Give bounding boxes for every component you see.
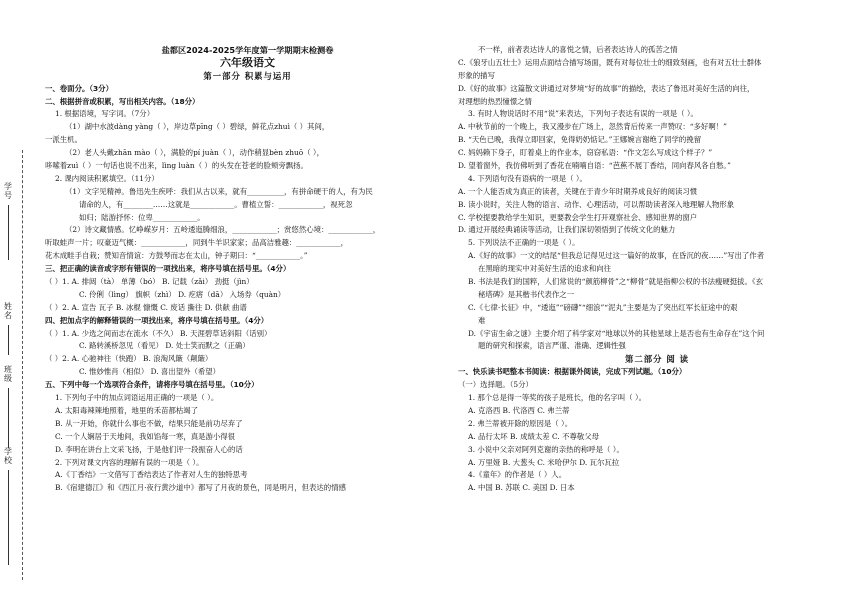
left-text-line: 四、把加点字的解释错误的一项找出来，将序号填在括号里。（4分）: [45, 315, 269, 325]
left-text-line: 一、卷面分。（3分）: [45, 83, 113, 93]
right-text-line: 难: [478, 315, 486, 325]
left-text-line: A.《丁香结》一文借写丁香结表达了作者对人生的独特思考: [55, 470, 248, 480]
right-text-line: C. 妈妈赖下身子，盯着桌上的作业本，窃窃私语：“作文怎么写成这个样子？”: [458, 148, 713, 158]
right-text-line: D. 通过开展经典诵读等活动，让我们深切领悟到了传统文化的魅力: [458, 225, 676, 235]
right-text-line: 3. 有时人物说话时不用“说”来表达，下列句子表达有误的一项是（ ）。: [468, 109, 698, 119]
left-text-line: 如归；陆游抒怀：位卑____________。: [79, 212, 205, 222]
school-blank: [8, 470, 9, 565]
right-text-line: 一、快乐读书吧整本书阅读：根据课外阅读，完成下列试题。（10分）: [458, 367, 687, 377]
right-text-line: D.《宇宙生命之谜》主要介绍了科学家对“地球以外的其他星球上是否也有生命存在”这个问: [468, 328, 765, 338]
left-text-line: C. 路转溪桥忽见（看见） D. 处士笑而默之（正确）: [79, 341, 250, 351]
left-text-line: （ ）2. A. 宣告 瓦子 B. 冰棍 慷慨 C. 废话 撕往 D. 供献 曲谱: [45, 302, 247, 312]
left-text-line: （1）湖中水波dàng yàng（ ），岸边草pīng（ ）碧绿，鲜花点zhuì（ ）其间，: [65, 122, 330, 132]
name-label: 姓名: [4, 302, 12, 320]
binding-margin: [0, 0, 40, 608]
right-text-line: A. 克洛西 B. 代洛西 C. 弗兰蒂: [468, 405, 570, 415]
right-text-line: 题的研究和探索，语言严谨、准确、逻辑性强: [478, 341, 626, 351]
right-text-line: A. 中国 B. 苏联 C. 美国 D. 日本: [468, 483, 575, 493]
right-text-line: A. 中秋节前的一个晚上，我又漫步在广场上，忽然背后传来一声赞叹：“多好啊！”: [458, 122, 727, 132]
class-label: 班级: [4, 365, 12, 383]
right-text-line: A. 品行太坏 B. 成绩太差 C. 不尊敬父母: [468, 431, 600, 441]
binding-dashed-line: [22, 150, 23, 580]
left-text-line: C. 伶俐（lìng） 旗帜（zhì） D. 疙瘩（dā） 入场券（quàn）: [79, 289, 286, 299]
class-blank: [8, 388, 9, 448]
left-text-line: 听取蛙声一片；叹豪迈气概：____________，同到牛羊识家家；品高洁雅趣：____________，: [45, 238, 349, 248]
left-text-line: 二、根据拼音或积累，写出相关内容。（18分）: [45, 96, 200, 106]
left-text-line: 三、把正确的读音或字形有错误的一项找出来，将序号填在括号里。（4分）: [45, 264, 291, 274]
right-text-line: 3. 小说中父亲对阿列克谢的亲热的称呼是（ ）。: [468, 444, 624, 454]
left-text-line: 一派生机。: [45, 135, 82, 145]
right-text-line: A. 万里娅 B. 大葱头 C. 米哈伊尔 D. 瓦尔瓦拉: [468, 457, 620, 467]
left-text-line: 哆嗦着zuì（ ）一句话也说不出来，lìng luàn（ ）的头发在苍老的脸颊旁飘扬。: [45, 161, 308, 171]
left-text-line: （ ）1. A. 少选之间而志在流水（不久） B. 天涯碧草话斜阳（话别）: [45, 328, 272, 338]
left-text-line: （2）诗文藏情感。忆峥嵘岁月：五岭逶迤腾细浪，____________；赏悠然心境：____________，: [65, 225, 381, 235]
left-text-line: D. 李明在讲台上文采飞扬，于是他们评一段振奋人心的话: [55, 444, 243, 454]
right-text-line: A.《好的故事》一文的结尾“但我总记得见过这一篇好的故事，在昏沉的夜……”写出了作者: [468, 251, 765, 261]
left-text-line: 1. 下列句子中的加点词语运用正确的一项是（ ）。: [55, 393, 219, 403]
right-text-line: B. 书法是我们的国粹，人们常说的“颜筋柳骨”之“柳骨”就是指柳公权的书法瘦硬挺拔。《玄: [468, 277, 763, 287]
right-text-line: 2. 弗兰蒂被开除的原因是（ ）。: [468, 418, 573, 428]
left-text-line: 五、下列中每一个选项符合条件，请将序号填在括号里。（10分）: [45, 380, 259, 390]
right-text-line: 第二部分 阅 读: [624, 354, 690, 365]
left-text-line: 盐都区2024-2025学年度第一学期期末检测卷: [161, 45, 334, 55]
left-text-line: （ ）1. A. 排闼（tà） 单薄（bó） B. 记载（zǎi） 劲挺（jìn）: [45, 277, 254, 287]
right-column: [458, 44, 856, 495]
left-text-line: 请命的人，有________……这就是____________。曹植立誓：____________，视死忽: [79, 199, 353, 209]
right-text-line: 对理想的热烈憧憬之情: [458, 96, 532, 106]
left-text-line: （1）文字见精神。鲁迅先生疾呼：我们从古以来，就有__________，有拼命硬干的人，有为民: [65, 186, 373, 196]
right-text-line: 5. 下列说法不正确的一项是（ ）。: [468, 238, 580, 248]
left-text-line: 2. 课内阅读积累填空。（11分）: [55, 173, 159, 183]
right-text-line: 在黑暗的现实中对美好生活的追求和向往: [478, 264, 612, 274]
right-text-line: 秘塔碑》是其楷书代表作之一: [478, 289, 575, 299]
left-text-line: A. 太阳毒辣辣地照着，地里的禾苗都枯竭了: [55, 405, 199, 415]
name-blank: [8, 325, 9, 355]
left-text-line: C. 惟妙惟肖（相似） D. 喜出望外（希望）: [79, 367, 221, 377]
student-number-label: 学号: [4, 182, 12, 200]
left-text-line: B.《宿建德江》和《西江月·夜行黄沙道中》都写了月夜的景色，同是明月，但表达的情感: [55, 483, 346, 493]
left-text-line: 第一部分 积累与运用: [203, 70, 292, 81]
right-text-line: 4.《童年》的作者是（ ）人。: [468, 470, 567, 480]
right-text-line: A. 一个人能否成为真正的读者，关键在于青少年时期养成良好的阅读习惯: [458, 186, 698, 196]
left-text-line: 2. 下列对课文内容的理解有误的一项是（ ）。: [55, 457, 204, 467]
right-text-line: C. 学校提要教给学生知识，更要教会学生打开观察社会、感知世界的窗户: [458, 212, 698, 222]
left-text-line: 六年级语文: [220, 56, 275, 69]
left-text-line: 花木成畦手自栽；赞知音情谊：方鼓琴而志在太山，钟子期曰：“____________。”: [45, 251, 308, 261]
left-text-line: （2）老人头戴zhān mào（ ），满脸的pí juàn（ ），动作稍显bèn zhuō（ ），: [65, 148, 325, 158]
left-text-line: C. 一个人娴居于天地间，我如馅每一寒，真是游小得很: [55, 431, 236, 441]
student-number-blank: [8, 205, 9, 260]
left-text-line: 1. 根据语境，写字词。（7分）: [55, 109, 155, 119]
right-text-line: D. 望着窗外，我仿佛听到了香花在喃喃自语：“芭蕉不展丁香结，同向春风各自愁。”: [458, 161, 731, 171]
right-text-line: B. 读小说时，关注人物的语言、动作、心理活动，可以帮助读者深入地理解人物形象: [458, 199, 735, 209]
right-text-line: B. “天色已晚，我得立即回家，免得奶奶惦记。”王娜婉言谢绝了同学的挽留: [458, 135, 702, 145]
right-text-line: C.《七律·长征》中，“逶迤”“磅礴”“细浪”“泥丸”主要是为了突出红军长征途中的艰: [468, 302, 738, 312]
left-column: [45, 44, 450, 495]
right-text-line: D.《好的故事》这篇散文讲通过对梦境“好的故事”的描绘，表达了鲁迅对美好生活的向往，: [458, 83, 755, 93]
right-text-line: 形象的描写: [458, 70, 495, 80]
right-text-line: 4. 下列语句没有语病的一项是（ ）。: [468, 173, 587, 183]
left-text-line: B. 从一开始，你就什么事也不做，结果只能是前功尽弃了: [55, 418, 243, 428]
right-text-line: 1. 那个总是得一等奖的孩子是班长，他的名字叫（ ）。: [468, 393, 647, 403]
right-text-line: 不一样，前者表达诗人的喜悦之情，后者表达诗人的孤苦之情: [478, 45, 678, 54]
left-text-line: （ ）2. A. 心驰神往（快跑） B. 浪淘风簸（颠簸）: [45, 354, 213, 364]
school-label: 学校: [4, 447, 12, 465]
right-text-line: C.《狼牙山五壮士》运用点面结合描写场面，既有对每位壮士的细致刻画，也有对五壮士群体: [458, 57, 762, 67]
right-text-line: （一）选择题。（5分）: [458, 380, 533, 390]
